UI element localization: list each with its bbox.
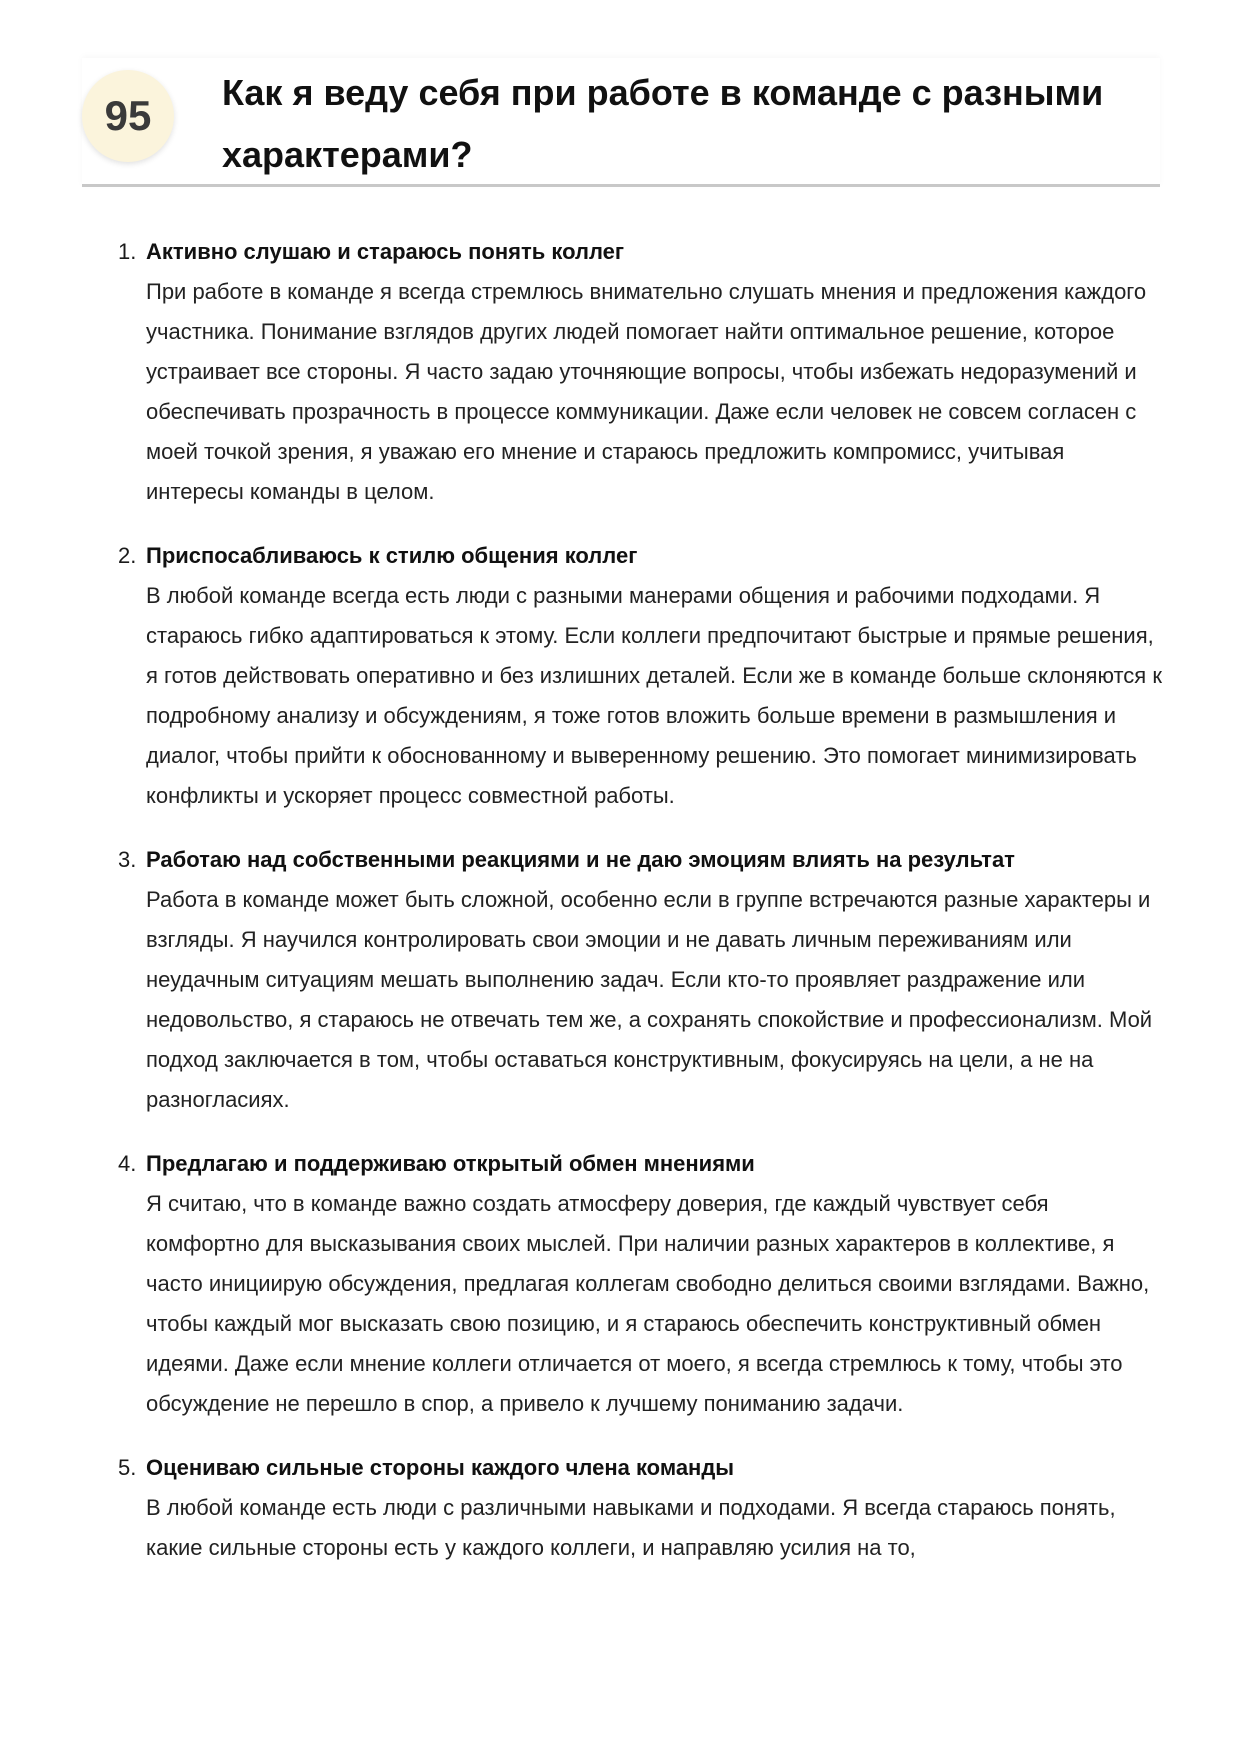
list-item xyxy=(118,1144,1163,1424)
list-item-title: Приспосабливаюсь к стилю общения коллег xyxy=(146,543,638,568)
page-header xyxy=(82,58,1160,187)
list-item-number: 2. xyxy=(118,543,137,568)
list-item xyxy=(118,840,1163,1120)
list-item-number: 3. xyxy=(118,847,137,872)
list-item-body: При работе в команде я всегда стремлюсь внимательно слушать мнения и предложения каждого участника. Понимание взглядов других людей помогает найти оптимальное решение, которое устраивает все стороны. Я часто задаю уточняющие вопросы, чтобы избежать недоразумений и обеспечивать прозрачность в процессе коммуникации. Даже если человек не совсем согласен с моей точкой зрения, я уважаю его мнение и стараюсь предложить компромисс, учитывая интересы команды в целом. xyxy=(146,279,1147,504)
list-item-number: 4. xyxy=(118,1151,137,1176)
list-item xyxy=(118,232,1163,512)
list-item-title: Активно слушаю и стараюсь понять коллег xyxy=(146,239,625,264)
list-item-number: 5. xyxy=(118,1455,137,1480)
list-item-title: Оцениваю сильные стороны каждого члена команды xyxy=(146,1455,735,1480)
list-item-body: В любой команде всегда есть люди с разными манерами общения и рабочими подходами. Я стараюсь гибко адаптироваться к этому. Если коллеги предпочитают быстрые и прямые решения, я готов действовать оперативно и без излишних деталей. Если же в команде больше склоняются к подробному анализу и обсуждениям, я тоже готов вложить больше времени в размышления и диалог, чтобы прийти к обоснованному и выверенному решению. Это помогает минимизировать конфликты и ускоряет процесс совместной работы. xyxy=(146,583,1162,808)
answer-list xyxy=(118,232,1163,1592)
list-item-body: Я считаю, что в команде важно создать атмосферу доверия, где каждый чувствует себя комфортно для высказывания своих мыслей. При наличии разных характеров в коллективе, я часто инициирую обсуждения, предлагая коллегам свободно делиться своими взглядами. Важно, чтобы каждый мог высказать свою позицию, и я стараюсь обеспечить конструктивный обмен идеями. Даже если мнение коллеги отличается от моего, я всегда стремлюсь к тому, чтобы это обсуждение не перешло в спор, а привело к лучшему пониманию задачи. xyxy=(146,1191,1150,1416)
list-item-title: Предлагаю и поддерживаю открытый обмен мнениями xyxy=(146,1151,755,1176)
list-item-body: Работа в команде может быть сложной, особенно если в группе встречаются разные характеры и взгляды. Я научился контролировать свои эмоции и не давать личным переживаниям или неудачным ситуациям мешать выполнению задач. Если кто-то проявляет раздражение или недовольство, я стараюсь не отвечать тем же, а сохранять спокойствие и профессионализм. Мой подход заключается в том, чтобы оставаться конструктивным, фокусируясь на цели, а не на разногласиях. xyxy=(146,887,1153,1112)
list-item-title: Работаю над собственными реакциями и не даю эмоциям влиять на результат xyxy=(146,847,1015,872)
list-item xyxy=(118,536,1163,816)
question-number-badge: 95 xyxy=(82,70,174,162)
list-item-body: В любой команде есть люди с различными навыками и подходами. Я всегда стараюсь понять, какие сильные стороны есть у каждого коллеги, и направляю усилия на то, xyxy=(146,1495,1116,1560)
list-item xyxy=(118,1448,1163,1568)
list-item-number: 1. xyxy=(118,239,137,264)
page-title: Как я веду себя при работе в команде с разными характерами? xyxy=(222,72,1104,175)
